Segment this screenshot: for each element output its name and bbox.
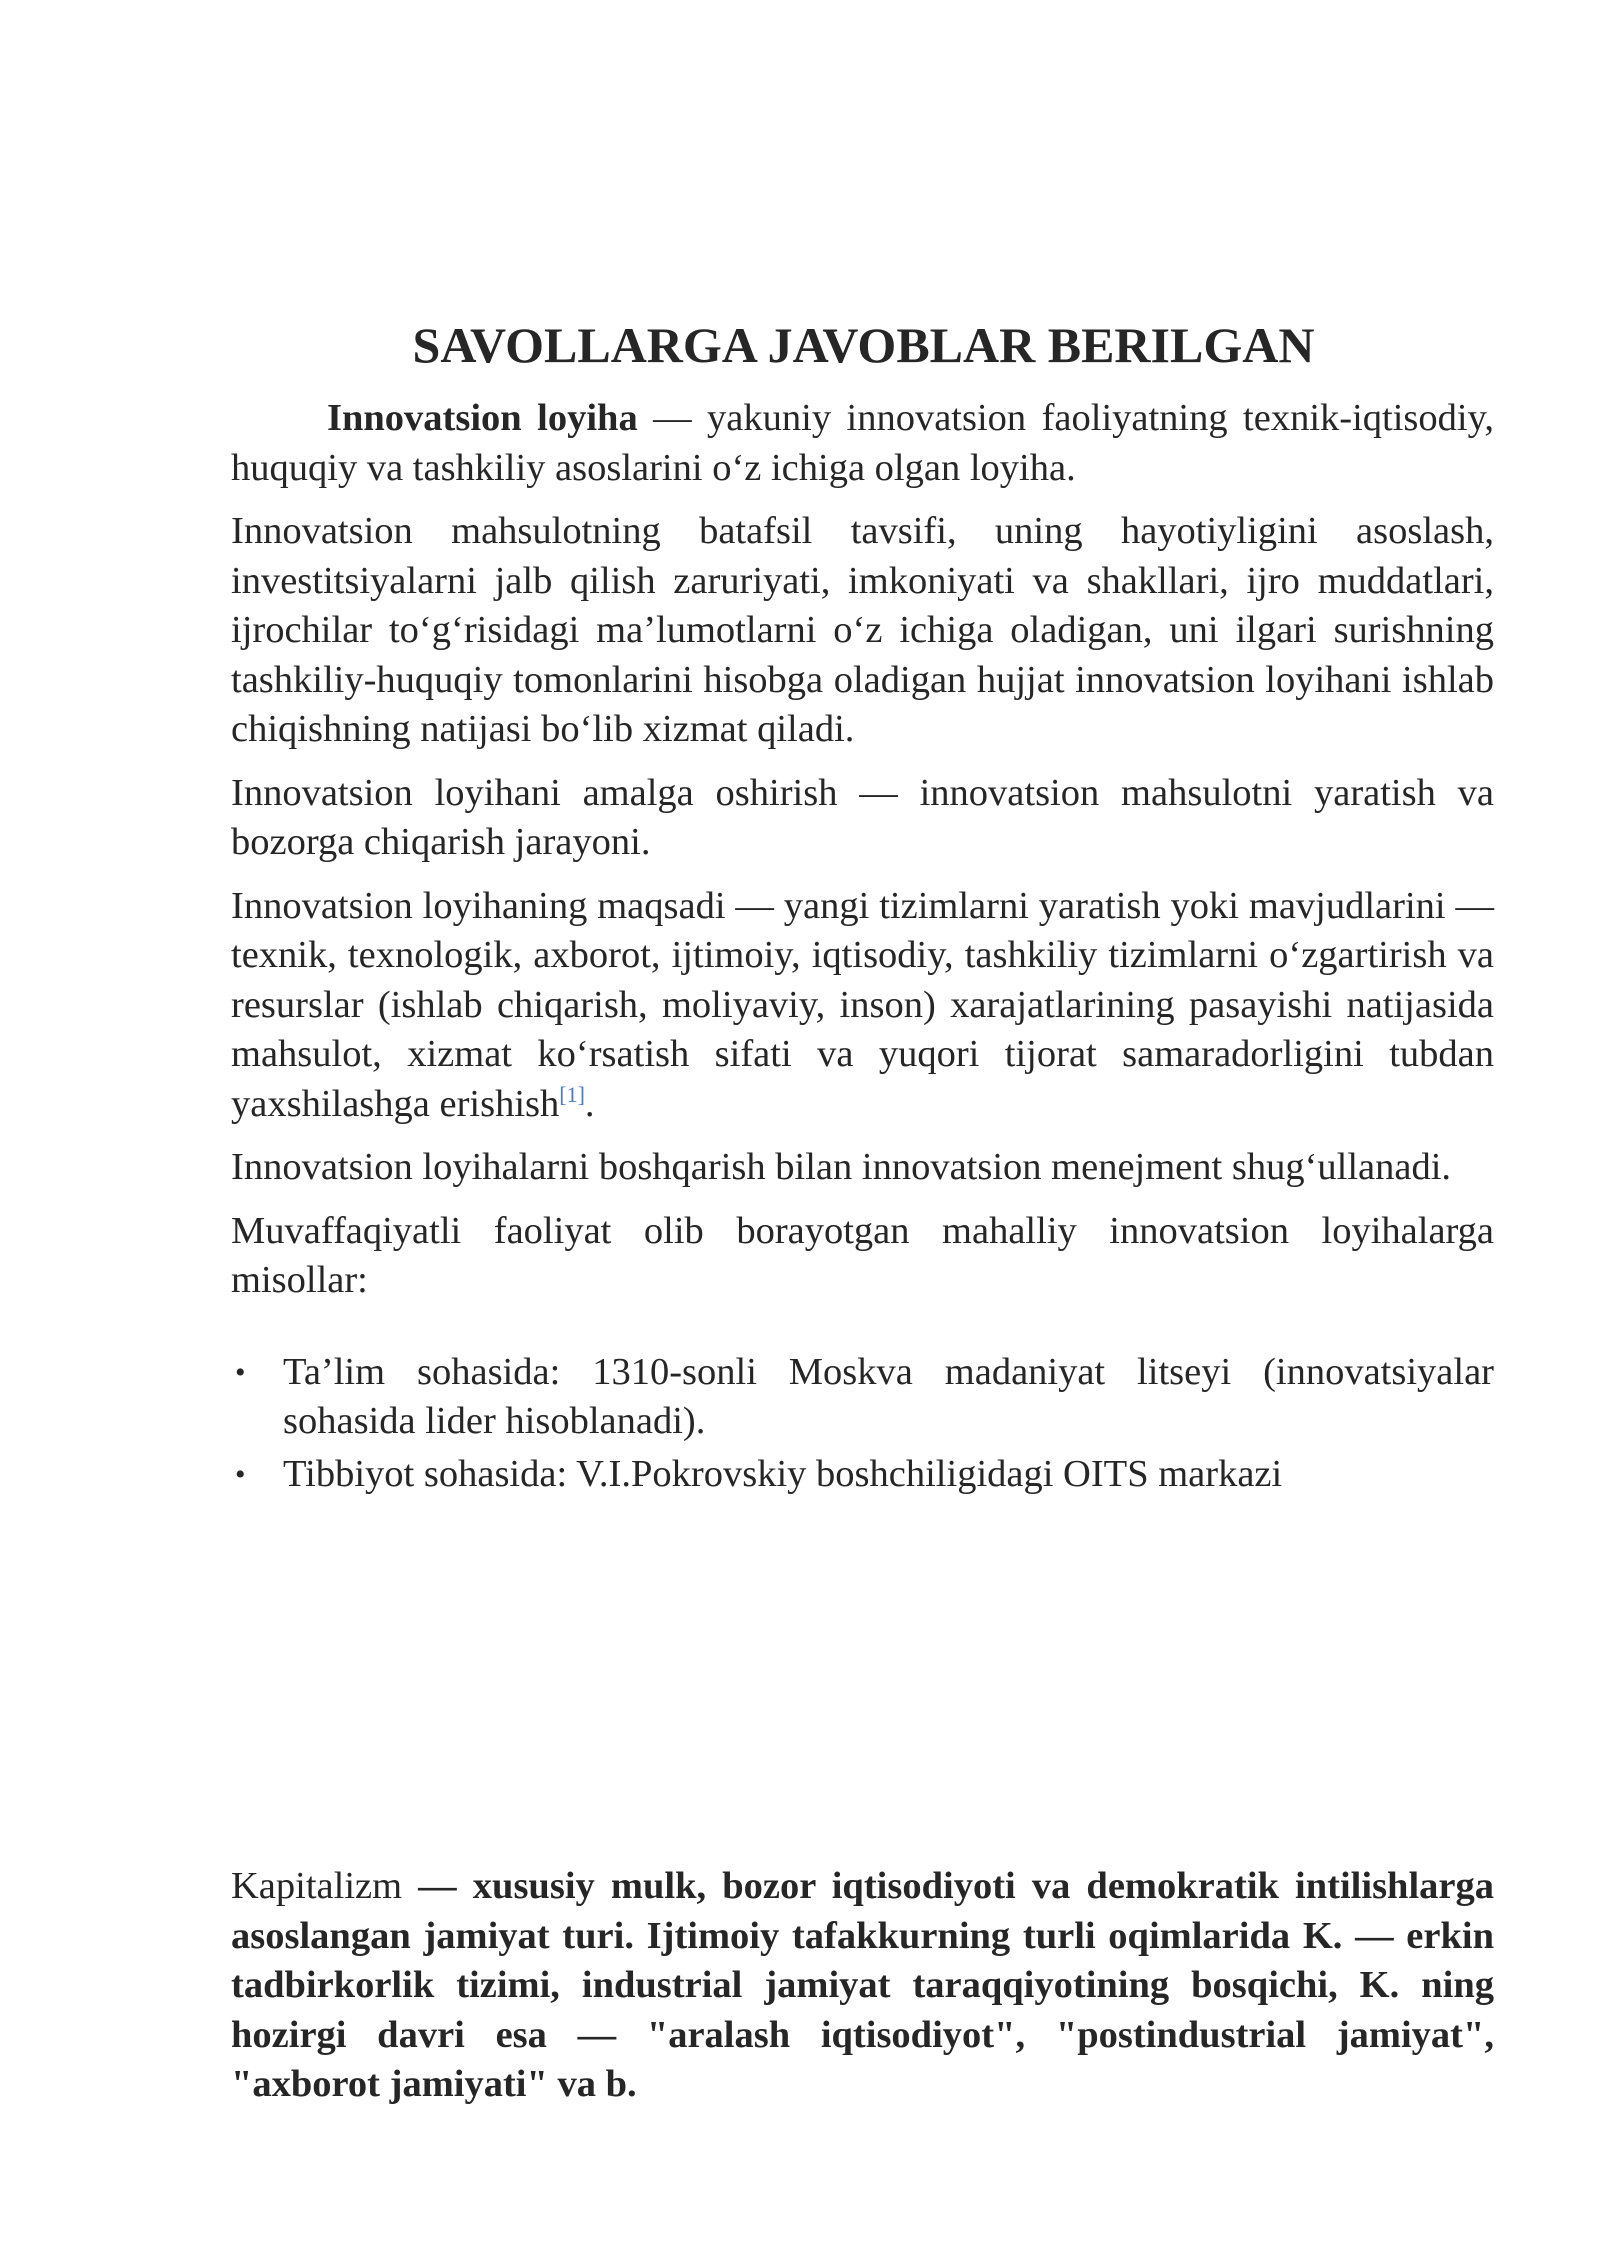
paragraph-description: Innovatsion mahsulotning batafsil tavsifi, uning hayotiyligini asoslash, investitsiyalarni jalb qilish zaruriyati, imkoniyati va shakllari, ijro muddatlari, ijrochilar to‘g‘risidagi ma’lumotlarni o‘z ichiga oladigan, uni ilgari surishning tashkiliy-huquqiy tomonlarini hisobga oladigan hujjat innovatsion loyihani ishlab chiqishning natijasi bo‘lib xizmat qiladi.	[231, 510, 1494, 750]
kapitalizm-definition: — xususiy mulk, bozor iqtisodiyoti va demokratik intilishlarga asoslangan jamiyat turi. Ijtimoiy tafakkurning turli oqimlarida K. — erkin tadbirkorlik tizimi, industrial jamiyat taraqqiyotining bosqichi, K. ning hozirgi davri esa — "aralash iqtisodiyot", "postindustrial jamiyat", "axborot jamiyati" va b.	[231, 1865, 1494, 2105]
paragraph-examples-intro: Muvaffaqiyatli faoliyat olib borayotgan mahalliy innovatsion loyihalarga misollar:	[231, 1209, 1494, 1301]
examples-list	[231, 1348, 1494, 1500]
definition-text: — yakuniy innovatsion faoliyatning texnik-iqtisodiy, huquqiy va tashkiliy asoslarini o‘z ichiga olgan loyiha.	[231, 397, 1494, 489]
bullet-icon: •	[235, 1457, 246, 1491]
list-item-text: Tibbiyot sohasida: V.I.Pokrovskiy boshchiligidagi OITS markazi	[283, 1452, 1283, 1495]
paragraph-management: Innovatsion loyihalarni boshqarish bilan innovatsion menejment shug‘ullanadi.	[231, 1146, 1452, 1188]
paragraph-implementation: Innovatsion loyihani amalga oshirish — innovatsion mahsulotni yaratish va bozorga chiqarish jarayoni.	[231, 771, 1494, 863]
footnote-reference-link[interactable]: [1]	[559, 1081, 585, 1107]
kapitalizm-paragraph	[231, 1862, 1494, 2110]
page-title: SAVOLLARGA JAVOBLAR BERILGAN	[412, 317, 1315, 373]
list-item	[231, 1450, 1494, 1500]
defined-term: Innovatsion loyiha	[327, 397, 638, 439]
document-body	[231, 310, 1494, 1502]
goal-text: Innovatsion loyihaning maqsadi — yangi tizimlarni yaratish yoki mavjudlarini — texnik, texnologik, axborot, ijtimoiy, iqtisodiy, tashkiliy tizimlarni o‘zgartirish va resurslar (ishlab chiqarish, moliyaviy, inson) xarajatlarining pasayishi natijasida mahsulot, xizmat ko‘rsatish sifati va yuqori tijorat samaradorligini tubdan yaxshilashga erishish	[231, 884, 1494, 1125]
list-item	[231, 1348, 1494, 1447]
goal-end-punct: .	[584, 1082, 595, 1125]
bullet-icon: •	[235, 1355, 246, 1389]
paragraph-goal	[231, 882, 1494, 1130]
definition-paragraph	[231, 394, 1494, 493]
kapitalizm-term: Kapitalizm	[231, 1865, 403, 1907]
list-item-text: Ta’lim sohasida: 1310-sonli Moskva madaniyat litseyi (innovatsiyalar sohasida lider hisoblanadi).	[283, 1350, 1494, 1442]
